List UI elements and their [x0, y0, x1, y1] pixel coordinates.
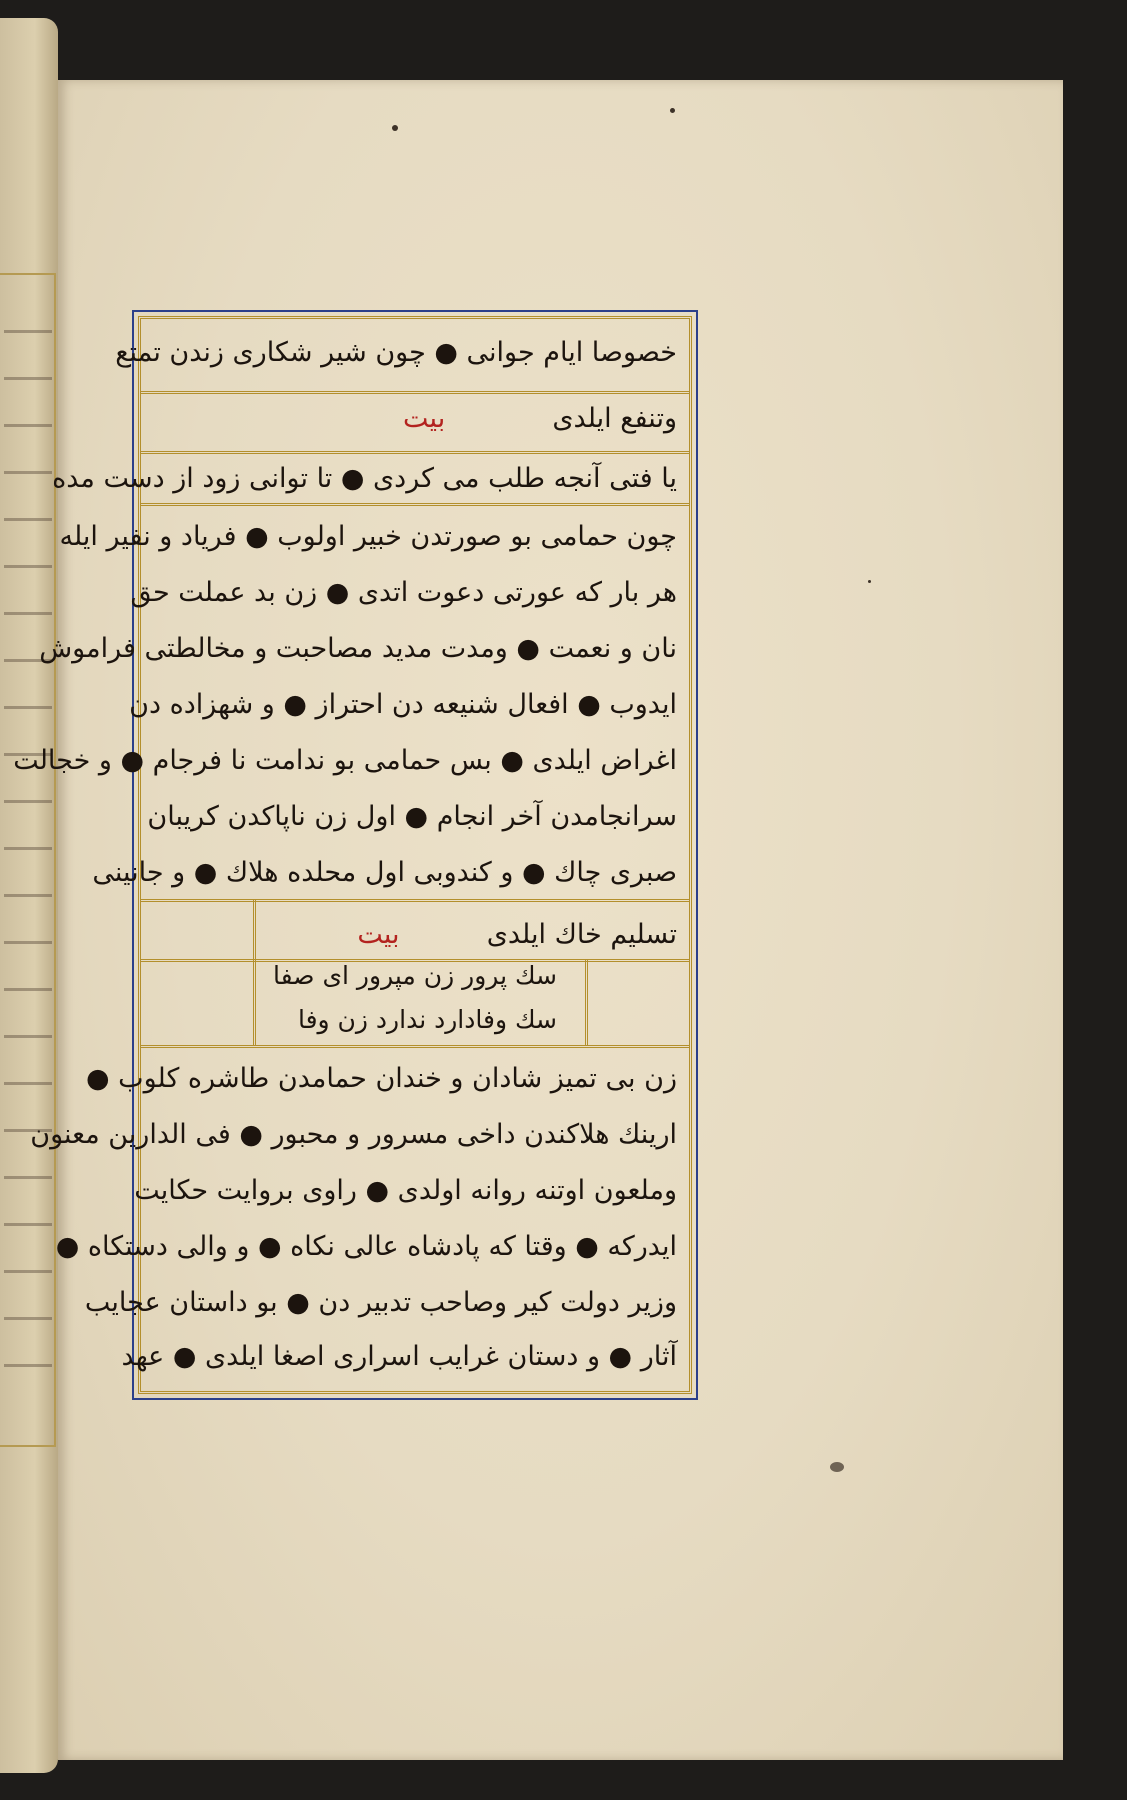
gold-vertical-rule [585, 959, 588, 1045]
text-line: ایدوب ● افعال شنیعه دن احتراز ● و شهزاده دن [129, 689, 677, 720]
ink-speck [868, 580, 871, 583]
text-line: ایدرکه ● وقتا که پادشاه عالی نکاه ● و والی دستکاه ● [55, 1231, 677, 1262]
text-line: هر بار که عورتی دعوت اتدی ● زن بد عملت حق [130, 577, 677, 608]
text-line: آثار ● و دستان غرایب اسراری اصغا ایلدی ● عهد [121, 1341, 677, 1372]
text-frame [13, 310, 698, 1400]
text-line: صبری چاك ● و کندوبی اول محلده هلاك ● و جانینی [92, 857, 677, 888]
text-line: نان و نعمت ● ومدت مدید مصاحبت و مخالطتی فراموش [39, 633, 677, 664]
text-line-with-heading [141, 391, 689, 447]
text-line: اغراض ایلدی ● بس حمامی بو ندامت نا فرجام ● و خجالت [13, 745, 677, 776]
left-page-text-edge [4, 308, 52, 1408]
gold-ruled-frame [13, 316, 692, 1394]
text-line: ارینك هلاکندن داخی مسرور و محبور ● فی الدارین معنون [30, 1119, 677, 1150]
verse-line: یا فتی آنجه طلب می کردی ● تا توانی زود از دست مده [52, 463, 677, 494]
text-line: چون حمامی بو صورتدن خبیر اولوب ● فریاد و نفیر ایله [59, 521, 677, 552]
gold-rule [141, 899, 689, 902]
gold-rule [141, 1045, 689, 1048]
ink-speck [392, 125, 398, 131]
ink-speck [670, 108, 675, 113]
section-heading: بيت [357, 919, 400, 950]
gold-vertical-rule [253, 899, 256, 1045]
text-line: وزیر دولت کیر وصاحب تدبیر دن ● بو داستان عجایب [84, 1287, 677, 1318]
text-line: سرانجامدن آخر انجام ● اول زن ناپاکدن کریبان [147, 801, 677, 832]
text-line: خصوصا ایام جوانی ● چون شیر شکاری زندن تمتع [115, 337, 677, 368]
text-line: وتنفع ایلدی [552, 403, 677, 434]
text-line: زن بی تمیز شادان و خندان حمامدن طاشره کلوب ● [86, 1063, 677, 1094]
couplet-line: سك وفادارد ندارد زن وفا [297, 1005, 557, 1034]
couplet-line: سك پرور زن مپرور ای صفا [273, 961, 557, 990]
left-facing-page [0, 18, 58, 1773]
ink-speck [830, 1462, 844, 1472]
text-line: تسلیم خاك ایلدی [486, 919, 677, 950]
gold-rule [141, 503, 689, 506]
text-line: وملعون اوتنه روانه اولدی ● راوی بروایت حکایت [134, 1175, 677, 1206]
section-heading: بيت [403, 403, 446, 434]
